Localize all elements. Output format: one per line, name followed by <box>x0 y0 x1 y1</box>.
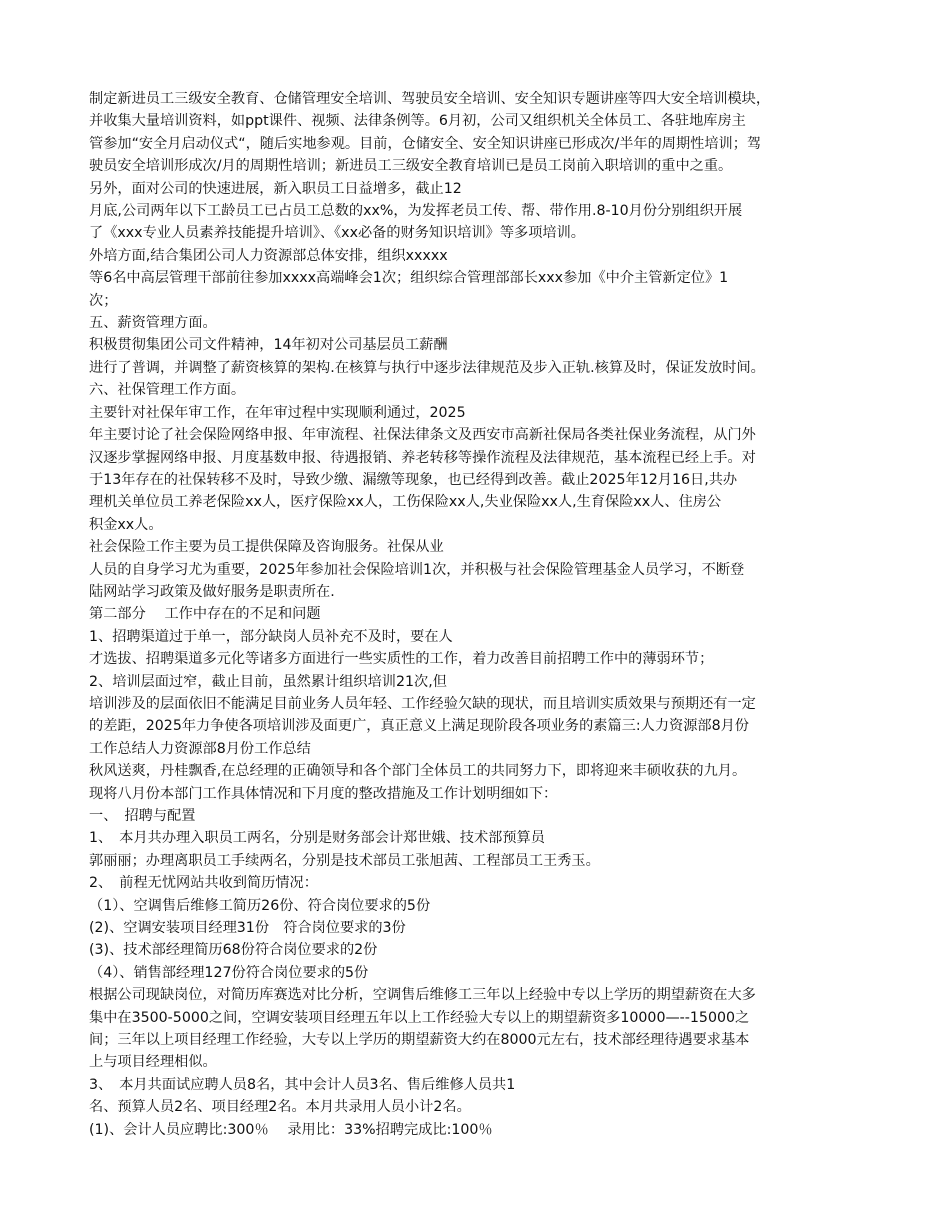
paragraph-line: 汉逐步掌握网络申报、月度基数申报、待遇报销、养老转移等操作流程及法律规范，基本流程已经上手。对 <box>89 449 756 466</box>
paragraph-line: 进行了普调，并调整了薪资核算的架构.在核算与执行中逐步法律规范及步入正轨.核算及时，保证发放时间。 <box>89 359 765 376</box>
list-item: （1）、空调售后维修工简历26份、符合岗位要求的5份 <box>89 897 431 914</box>
paragraph-line: 外培方面,结合集团公司人力资源部总体安排，组织xxxxx <box>89 247 448 264</box>
paragraph-line: 工作总结人力资源部8月份工作总结 <box>89 740 311 757</box>
paragraph-line: 了《xxx专业人员素养技能提升培训》、《xx必备的财务知识培训》等多项培训。 <box>89 225 585 242</box>
paragraph-line: 现将八月份本部门工作具体情况和下月度的整改措施及工作计划明细如下： <box>89 785 558 802</box>
paragraph-line: 积极贯彻集团公司文件精神，14年初对公司基层员工薪酬 <box>89 337 448 354</box>
paragraph-line: 郭丽丽；办理离职员工手续两名，分别是技术部员工张旭茜、工程部员工王秀玉。 <box>89 852 600 869</box>
paragraph-line: 根据公司现缺岗位，对简历库赛选对比分析，空调售后维修工三年以上经验中专以上学历的期望薪资在大多 <box>89 987 756 1004</box>
paragraph-line: 2、 前程无忧网站共收到简历情况： <box>89 875 318 892</box>
list-item: （4）、销售部经理127份符合岗位要求的5份 <box>89 964 369 981</box>
paragraph-line: 培训涉及的层面依旧不能满足目前业务人员年轻、工作经验欠缺的现状，而且培训实质效果与预期还有一定 <box>89 695 756 712</box>
paragraph-line: 间；三年以上项目经理工作经验，大专以上学历的期望薪资大约在8000元左右，技术部经理待遇要求基本 <box>89 1032 750 1049</box>
paragraph-line: 社会保险工作主要为员工提供保障及咨询服务。社保从业 <box>89 539 444 556</box>
paragraph-line: 才选拔、招聘渠道多元化等诸多方面进行一些实质性的工作，着力改善目前招聘工作中的薄弱环节； <box>89 651 714 668</box>
paragraph-line: 2、培训层面过窄，截止目前，虽然累计组织培训21次,但 <box>89 673 447 690</box>
paragraph-line: 陆网站学习政策及做好服务是职责所在. <box>89 583 335 600</box>
section-heading: 六、社保管理工作方面。 <box>89 382 246 399</box>
list-item: (1)、会计人员应聘比:300％ 录用比：33%招聘完成比:100％ <box>89 1121 493 1138</box>
paragraph-line: 驶员安全培训形成次/月的周期性培训；新进员工三级安全教育培训已是员工岗前入职培训的重中之重。 <box>89 158 733 175</box>
paragraph-line: 次； <box>89 292 118 309</box>
paragraph-line: 1、招聘渠道过于单一，部分缺岗人员补充不及时，要在人 <box>89 628 453 645</box>
paragraph-line: 名、预算人员2名、项目经理2名。本月共录用人员小计2名。 <box>89 1099 471 1116</box>
paragraph-line: 的差距，2025年力争使各项培训涉及面更广，真正意义上满足现阶段各项业务的素篇三:人力资源部8月份 <box>89 718 749 735</box>
paragraph-line: 制定新进员工三级安全教育、仓储管理安全培训、驾驶员安全培训、安全知识专题讲座等四大安全培训模块， <box>89 91 771 107</box>
paragraph-line: 另外，面对公司的快速进展，新入职员工日益增多，截止12 <box>89 180 462 197</box>
section-heading: 一、 招聘与配置 <box>89 808 196 824</box>
paragraph-line: 3、 本月共面试应聘人员8名，其中会计人员3名、售后维修人员共1 <box>89 1076 516 1093</box>
document-body <box>89 88 869 1141</box>
paragraph-line: 积金xx人。 <box>89 516 163 533</box>
list-item: (3)、技术部经理简历68份符合岗位要求的2份 <box>89 942 378 959</box>
paragraph-line: 集中在3500-5000之间，空调安装项目经理五年以上工作经验大专以上的期望薪资多10000—--15000之 <box>89 1009 750 1026</box>
paragraph-line: 主要针对社保年审工作，在年审过程中实现顺利通过，2025 <box>89 404 466 421</box>
list-item: (2)、空调安装项目经理31份 符合岗位要求的3份 <box>89 920 406 937</box>
paragraph-line: 等6名中高层管理干部前往参加xxxx高端峰会1次；组织综合管理部部长xxx参加《中介主管新定位》1 <box>89 270 729 287</box>
paragraph-line: 月底,公司两年以下工龄员工已占员工总数的xx%，为发挥老员工传、帮、带作用.8-10月份分别组织开展 <box>89 203 743 220</box>
section-heading: 五、薪资管理方面。 <box>89 315 217 332</box>
paragraph-line: 上与项目经理相似。 <box>89 1054 217 1071</box>
paragraph-line: 管参加“安全月启动仪式“，随后实地参观。目前，仓储安全、安全知识讲座已形成次/半年的周期性培训；驾 <box>89 135 762 152</box>
paragraph-line: 理机关单位员工养老保险xx人，医疗保险xx人，工伤保险xx人,失业保险xx人,生育保险xx人、住房公 <box>89 494 722 511</box>
section-heading: 第二部分 工作中存在的不足和问题 <box>89 606 321 623</box>
paragraph-line: 并收集大量培训资料，如ppt课件、视频、法律条例等。6月初，公司又组织机关全体员工、各驻地库房主 <box>89 113 746 130</box>
paragraph-line: 秋风送爽，丹桂飘香,在总经理的正确领导和各个部门全体员工的共同努力下，即将迎来丰硕收获的九月。 <box>89 763 747 780</box>
paragraph-line: 于13年存在的社保转移不及时，导致少缴、漏缴等现象，也已经得到改善。截止2025年12月16日,共办 <box>89 471 738 488</box>
paragraph-line: 年主要讨论了社会保险网络申报、年审流程、社保法律条文及西安市高新社保局各类社保业务流程，从门外 <box>89 427 756 444</box>
paragraph-line: 人员的自身学习尤为重要，2025年参加社会保险培训1次，并积极与社会保险管理基金人员学习，不断登 <box>89 561 745 578</box>
paragraph-line: 1、 本月共办理入职员工两名，分别是财务部会计郑世娥、技术部预算员 <box>89 830 545 847</box>
